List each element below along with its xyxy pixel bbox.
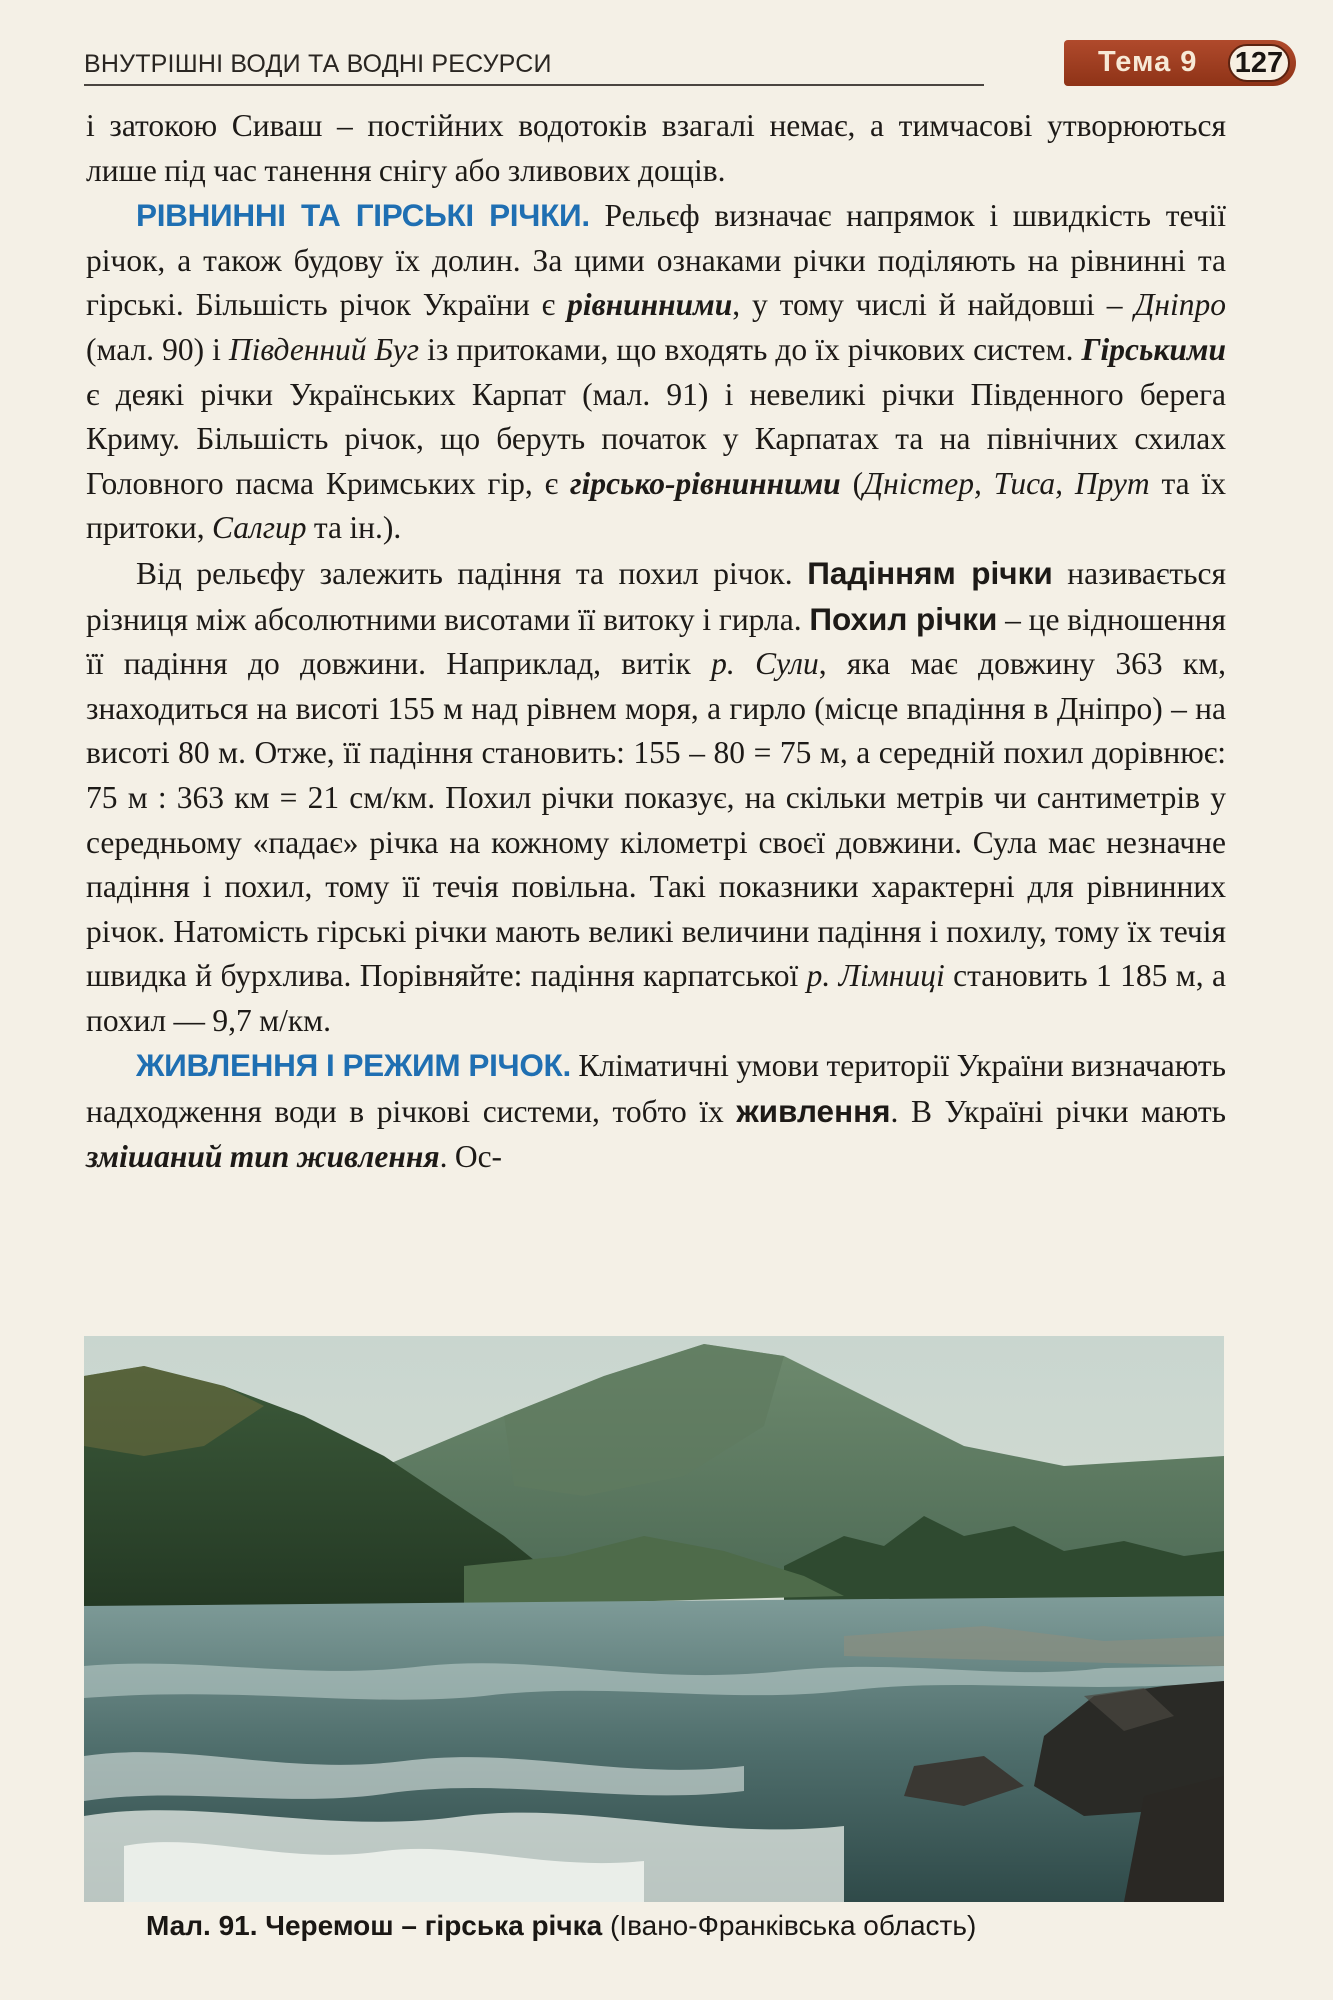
paragraph-1: і затокою Сиваш – постійних водотоків взагалі немає, а тимчасові утворюються лише під час танення снігу або зливових дощів. — [86, 108, 1226, 188]
paragraph-3 — [86, 551, 1226, 1044]
river-photo — [84, 1336, 1224, 1902]
paragraph-2 — [86, 193, 1226, 551]
text-span: Кліматичні умови території України визначають надходження води в річкові системи, тобто їх — [86, 1048, 1226, 1130]
term-river-slope: Похил річки — [809, 600, 998, 637]
river-names: Дністер, Тиса, Прут — [863, 465, 1150, 501]
term-feeding: живлення — [736, 1093, 891, 1130]
river-name: р. Лімниці — [806, 958, 945, 994]
body-text — [86, 104, 1226, 1179]
text-span: , яка має довжину 363 км, знаходиться на висоті 155 м над рівнем моря, а гирло (місце впадіння в Дніпро) – на висоті 80 м. Отже, її падіння становить: 155 – 80 = 75 м, а середній похил дорівнює: 75 м : 363 км = 21 см/км. Похил річки показує, на скільки метрів чи сантиметрів у середньому «падає» річка на кожному кілометрі своєї довжини. Сула має незначне падіння і похил, тому її течія повільна. Такі показники характерні для рівнинних річок. Натомість гірські річки мають великі величини падіння і похилу, тому їх течія швидка й бурхлива. Порівняйте: падіння карпатської — [86, 646, 1227, 994]
text-span: Рельєф визначає напрямок і швидкість течії річок, а також будову їх долин. За цими ознаками річки поділяють на рівнинні та гірські. Більшість річок України є — [86, 198, 1227, 323]
river-name: Салгир — [211, 510, 307, 546]
text-span: із притоками, що входять до їх річкових систем. — [419, 331, 1082, 367]
text-span: . В Україні річки мають — [890, 1094, 1226, 1130]
section-title: ВНУТРІШНІ ВОДИ ТА ВОДНІ РЕСУРСИ — [84, 50, 552, 78]
theme-label: Тема 9 — [1098, 46, 1198, 78]
page-number: 127 — [1228, 44, 1290, 82]
caption-location: (Івано-Франківська область) — [602, 1910, 977, 1941]
header-divider — [84, 84, 984, 86]
theme-badge — [1064, 40, 1296, 86]
text-span: та їх притоки, — [86, 465, 1226, 546]
heading-plain-mountain-rivers: РІВНИННІ ТА ГІРСЬКІ РІЧКИ. — [136, 197, 590, 234]
river-landscape-illustration — [84, 1336, 1224, 1902]
text-span: становить 1 185 м, а похил — 9,7 м/км. — [86, 958, 1226, 1038]
term-mixed-feeding: змішаний тип живлення — [86, 1138, 440, 1174]
term-plain: рівнинними — [567, 287, 733, 323]
caption-title: Мал. 91. Черемош – гірська річка — [146, 1910, 603, 1941]
text-span: називається різниця між абсолютними висотами її витоку і гирла. — [86, 555, 1227, 637]
text-span: (мал. 90) і — [86, 331, 229, 367]
heading-feeding-regime: ЖИВЛЕННЯ І РЕЖИМ РІЧОК. — [136, 1047, 571, 1084]
text-span: – це відношення її падіння до довжини. Наприклад, витік — [86, 601, 1226, 682]
figure-caption — [146, 1910, 1246, 1942]
text-span: ( — [840, 465, 864, 501]
text-span: . Ос- — [439, 1138, 503, 1174]
text-span: є деякі річки Українських Карпат (мал. 91) і невеликі річки Південного берега Криму. Більшість річок, що беруть початок у Карпатах та на північних схилах Головного пасма Кримських гір, є — [86, 376, 1226, 501]
text-span: Від рельєфу залежить падіння та похил річок. — [136, 555, 808, 591]
paragraph-4 — [86, 1043, 1226, 1179]
river-name: Південний Буг — [228, 331, 420, 367]
page-header — [84, 40, 1296, 90]
term-mountain: Гірськими — [1081, 331, 1226, 367]
text-span: , у тому числі й найдовші – — [732, 287, 1135, 323]
river-name: р. Сули — [711, 646, 819, 682]
term-mountain-plain: гірсько-рівнинними — [570, 465, 841, 501]
term-river-fall: Падінням річки — [807, 554, 1053, 591]
text-span: та ін.). — [306, 510, 402, 546]
river-name: Дніпро — [1134, 287, 1226, 323]
